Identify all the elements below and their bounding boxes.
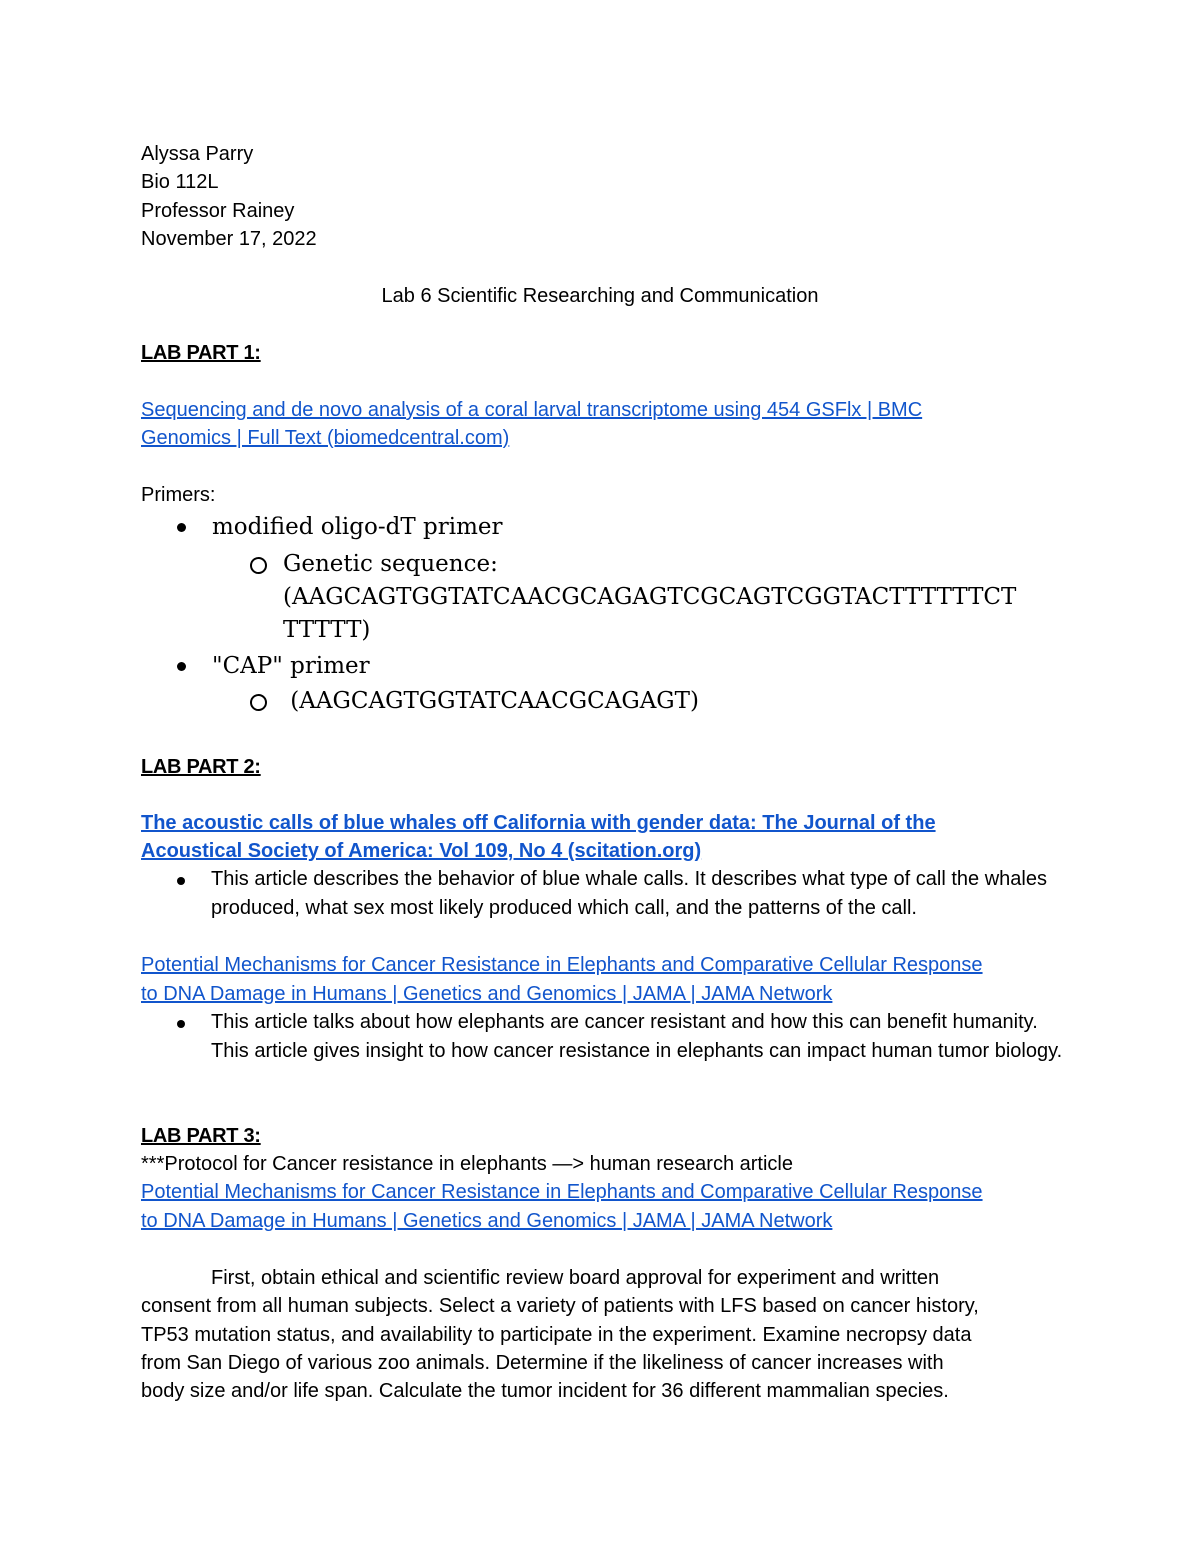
body-paragraph-line4: from San Diego of various zoo animals. Determine if the likeliness of cancer increases with [141, 1352, 944, 1374]
primer-2-name: "CAP" primer [212, 653, 370, 679]
document-title: Lab 6 Scientific Researching and Communication [381, 285, 819, 307]
primer-2-sequence: (AAGCAGTGGTATCAACGCAGAGT) [283, 688, 699, 714]
body-paragraph-line2: consent from all human subjects. Select a variety of patients with LFS based on cancer history, [141, 1295, 979, 1317]
elephant-article-description: This article talks about how elephants are cancer resistant and how this can benefit humanity. This article gives insight to how cancer resistance in elephants can impact human tumor biology. [211, 1011, 1063, 1062]
bullet-icon [177, 877, 185, 885]
elephant-article-link-line1[interactable]: Potential Mechanisms for Cancer Resistance in Elephants and Comparative Cellular Response [141, 954, 983, 976]
whale-article-link-line1[interactable]: The acoustic calls of blue whales off California with gender data: The Journal of the [141, 812, 936, 834]
primer-1-sequence-line2: TTTTT) [283, 617, 371, 643]
coral-article-link-line2[interactable]: Genomics | Full Text (biomedcentral.com) [141, 427, 510, 449]
primer-1-name: modified oligo-dT primer [212, 514, 503, 540]
bullet-icon [177, 523, 186, 532]
elephant-article-link-line2[interactable]: to DNA Damage in Humans | Genetics and Genomics | JAMA | JAMA Network [141, 983, 833, 1005]
document-date: November 17, 2022 [141, 228, 317, 250]
protocol-line: ***Protocol for Cancer resistance in elephants —> human research article [141, 1153, 793, 1175]
lab-part-2-heading: LAB PART 2: [141, 756, 261, 778]
whale-article-link-line2[interactable]: Acoustical Society of America: Vol 109, No 4 (scitation.org) [141, 840, 702, 862]
protocol-article-link-line1[interactable]: Potential Mechanisms for Cancer Resistance in Elephants and Comparative Cellular Response [141, 1181, 983, 1203]
hollow-bullet-icon [250, 694, 267, 711]
primer-1-sequence-label: Genetic sequence: [283, 551, 498, 577]
lab-part-1-heading: LAB PART 1: [141, 342, 261, 364]
whale-article-description: This article describes the behavior of blue whale calls. It describes what type of call the whales produced, what sex most likely produced which call, and the patterns of the call. [211, 868, 1047, 919]
coral-article-link-line1[interactable]: Sequencing and de novo analysis of a coral larval transcriptome using 454 GSFlx | BMC [141, 399, 923, 421]
bullet-icon [177, 662, 186, 671]
body-paragraph-line3: TP53 mutation status, and availability to participate in the experiment. Examine necropsy data [141, 1324, 972, 1346]
bullet-icon [177, 1020, 185, 1028]
body-paragraph-line1: First, obtain ethical and scientific review board approval for experiment and written [211, 1267, 940, 1289]
professor-name: Professor Rainey [141, 200, 295, 222]
course-name: Bio 112L [141, 171, 219, 193]
hollow-bullet-icon [250, 557, 267, 574]
body-paragraph-line5: body size and/or life span. Calculate the tumor incident for 36 different mammalian species. [141, 1380, 949, 1402]
protocol-article-link-line2[interactable]: to DNA Damage in Humans | Genetics and Genomics | JAMA | JAMA Network [141, 1210, 833, 1232]
primer-1-sequence-line1: (AAGCAGTGGTATCAACGCAGAGTCGCAGTCGGTACTTTTTTCT [283, 584, 1017, 610]
primers-label: Primers: [141, 484, 216, 506]
author-name: Alyssa Parry [141, 143, 254, 165]
lab-part-3-heading: LAB PART 3: [141, 1125, 261, 1147]
